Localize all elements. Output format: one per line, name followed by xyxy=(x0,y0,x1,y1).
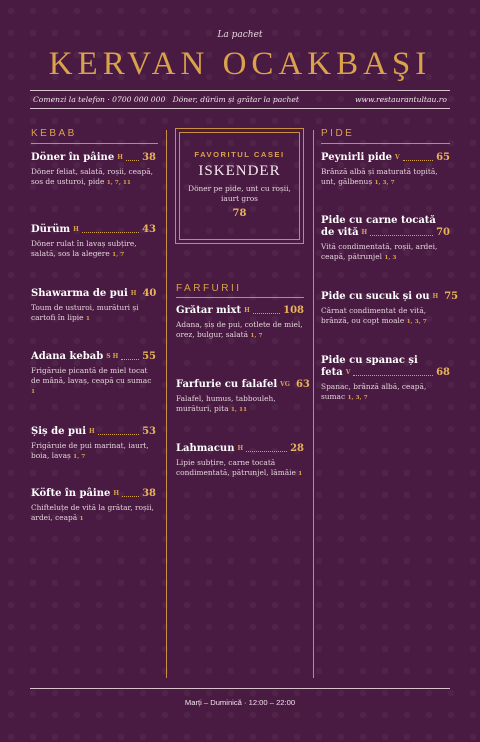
item-allergens: 1, 11 xyxy=(230,407,248,413)
menu-item[interactable] xyxy=(31,288,156,324)
item-tag: S H xyxy=(106,353,119,360)
item-tag: H xyxy=(237,445,244,452)
item-tag: V xyxy=(345,369,351,376)
item-tag: H xyxy=(432,293,439,300)
item-price: 65 xyxy=(436,152,450,163)
item-tag: H xyxy=(130,290,137,297)
website-link[interactable]: www.restaurantultau.ro xyxy=(354,95,447,104)
dot-leader xyxy=(246,451,287,452)
dot-leader xyxy=(121,359,139,360)
item-tag: H xyxy=(117,154,123,161)
item-allergens: 1, 7, 11 xyxy=(106,180,131,186)
item-price: 63 xyxy=(295,379,310,390)
item-price: 70 xyxy=(436,227,450,238)
menu-item[interactable] xyxy=(31,351,156,397)
item-name-line2: feta xyxy=(321,367,343,378)
top-divider xyxy=(30,90,450,91)
menu-item[interactable] xyxy=(31,488,156,524)
column-divider-right xyxy=(313,130,314,678)
item-tag: H xyxy=(113,490,120,497)
item-description: Frigăruie de pui marinat, iaurt, boia, lavaș xyxy=(31,441,149,460)
item-description: Chifteluțe de vită la grătar, roșii, ardei, ceapă xyxy=(31,503,154,522)
favorite-description: Döner pe pide, unt cu roșii, iaurt gros xyxy=(188,184,291,203)
item-tag: H xyxy=(361,229,368,236)
favorite-label: FAVORITUL CASEI xyxy=(194,150,285,159)
item-price: 43 xyxy=(142,224,156,235)
info-divider xyxy=(30,108,450,109)
item-price: 75 xyxy=(444,291,459,302)
item-name: Adana kebab xyxy=(31,351,104,362)
item-allergens: 1 xyxy=(298,471,303,477)
menu-item[interactable] xyxy=(31,426,156,462)
opening-hours: Marți – Duminică · 12:00 – 22:00 xyxy=(184,698,296,707)
menu-item[interactable] xyxy=(321,291,459,327)
item-description: Cârnat condimentat de vită, brânză, ou copt moale xyxy=(321,306,427,325)
item-description: Döner rulat în lavaș subțire, salată, sos la alegere xyxy=(31,239,137,258)
menu-item[interactable] xyxy=(176,379,310,415)
menu-item[interactable] xyxy=(31,224,156,260)
item-description: Toum de usturoi, murături și cartofi în lipie xyxy=(31,303,139,322)
item-name: Döner în pâine xyxy=(31,152,115,163)
item-allergens: 1, 3 xyxy=(384,255,397,261)
item-allergens: 1, 7 xyxy=(112,252,125,258)
item-name: Farfurie cu falafel xyxy=(176,379,278,390)
item-allergens: 1, 3, 7 xyxy=(406,319,427,325)
menu-item[interactable] xyxy=(176,305,304,341)
section-title-farfurii: FARFURII xyxy=(176,283,242,294)
item-allergens: 1 xyxy=(31,389,36,395)
item-description: Adana, șiș de pui, cotlete de miel, orez, bulgur, salată xyxy=(176,320,303,339)
item-description: Brânză albă și maturată topită, unt, gălbenuș xyxy=(321,167,438,186)
item-name-line2: de vită xyxy=(321,227,359,238)
item-name: Peynirli pide xyxy=(321,152,392,163)
item-name: Shawarma de pui xyxy=(31,288,128,299)
item-price: 40 xyxy=(142,288,157,299)
item-name: Dürüm xyxy=(31,224,71,235)
item-name-line1: Pide cu carne tocată xyxy=(321,215,436,226)
dot-leader xyxy=(82,232,139,233)
menu-item[interactable] xyxy=(176,443,304,479)
item-name: Pide cu sucuk și ou xyxy=(321,291,430,302)
item-name-line1: Pide cu spanac și xyxy=(321,355,418,366)
item-price: 55 xyxy=(142,351,156,362)
item-tag: H xyxy=(73,226,79,233)
item-description: Falafel, humus, tabbouleh, murături, pita xyxy=(176,394,276,413)
section-rule-farfurii xyxy=(176,297,304,298)
item-price: 53 xyxy=(142,426,156,437)
item-name: Grătar mixt xyxy=(176,305,242,316)
item-allergens: 1 xyxy=(85,316,90,322)
item-description: Spanac, brânză albă, ceapă, sumac xyxy=(321,382,427,401)
item-price: 28 xyxy=(290,443,304,454)
item-tag: H xyxy=(244,307,250,314)
dot-leader xyxy=(122,496,139,497)
item-tag: H xyxy=(89,428,95,435)
dot-leader xyxy=(253,313,280,314)
item-price: 68 xyxy=(436,367,450,378)
dot-leader xyxy=(370,235,433,236)
order-phone[interactable]: Comenzi la telefon · 0700 000 000 xyxy=(33,95,166,104)
menu-item[interactable] xyxy=(321,215,450,263)
item-tag: VG xyxy=(280,381,290,388)
subtitle: Döner, dürüm și grătar la pachet xyxy=(172,95,299,104)
item-description: Frigăruie picantă de miel tocat de mână, lavaș, ceapă cu sumac xyxy=(31,366,152,385)
column-divider-left xyxy=(166,130,167,678)
page-tagline: La pachet xyxy=(217,30,263,40)
restaurant-title: KERVAN OCAKBAŞI xyxy=(48,46,432,82)
item-name: Köfte în pâine xyxy=(31,488,111,499)
item-allergens: 1, 7 xyxy=(73,454,86,460)
item-price: 38 xyxy=(142,152,156,163)
item-description: Döner feliat, salată, roșii, ceapă, sos de usturoi, pide xyxy=(31,167,153,186)
menu-item[interactable] xyxy=(31,152,156,188)
favorite-price: 78 xyxy=(232,208,247,219)
dot-leader xyxy=(98,434,139,435)
item-allergens: 1, 7 xyxy=(250,333,263,339)
bottom-divider xyxy=(30,688,450,689)
item-name: Lahmacun xyxy=(176,443,235,454)
item-name: Șiș de pui xyxy=(31,426,87,437)
menu-item[interactable] xyxy=(321,355,450,403)
dot-leader xyxy=(126,160,139,161)
item-description: Lipie subțire, carne tocată condimentată, pătrunjel, lămâie xyxy=(176,458,296,477)
item-allergens: 1, 3, 7 xyxy=(374,180,395,186)
dot-leader xyxy=(353,375,433,376)
menu-item[interactable] xyxy=(321,152,450,188)
dot-leader xyxy=(403,160,433,161)
section-title-kebab: KEBAB xyxy=(31,128,77,139)
item-allergens: 1 xyxy=(79,516,84,522)
item-allergens: 1, 3, 7 xyxy=(347,395,368,401)
favorite-name: ISKENDER xyxy=(198,163,281,179)
item-price: 38 xyxy=(142,488,156,499)
item-tag: V xyxy=(395,154,400,161)
section-rule-pide xyxy=(321,143,450,144)
item-description: Vită condimentată, roșii, ardei, ceapă, pătrunjel xyxy=(321,242,438,261)
section-title-pide: PIDE xyxy=(321,128,355,139)
item-price: 108 xyxy=(283,305,304,316)
house-favorite-box[interactable] xyxy=(175,128,304,244)
section-rule-kebab xyxy=(31,143,158,144)
